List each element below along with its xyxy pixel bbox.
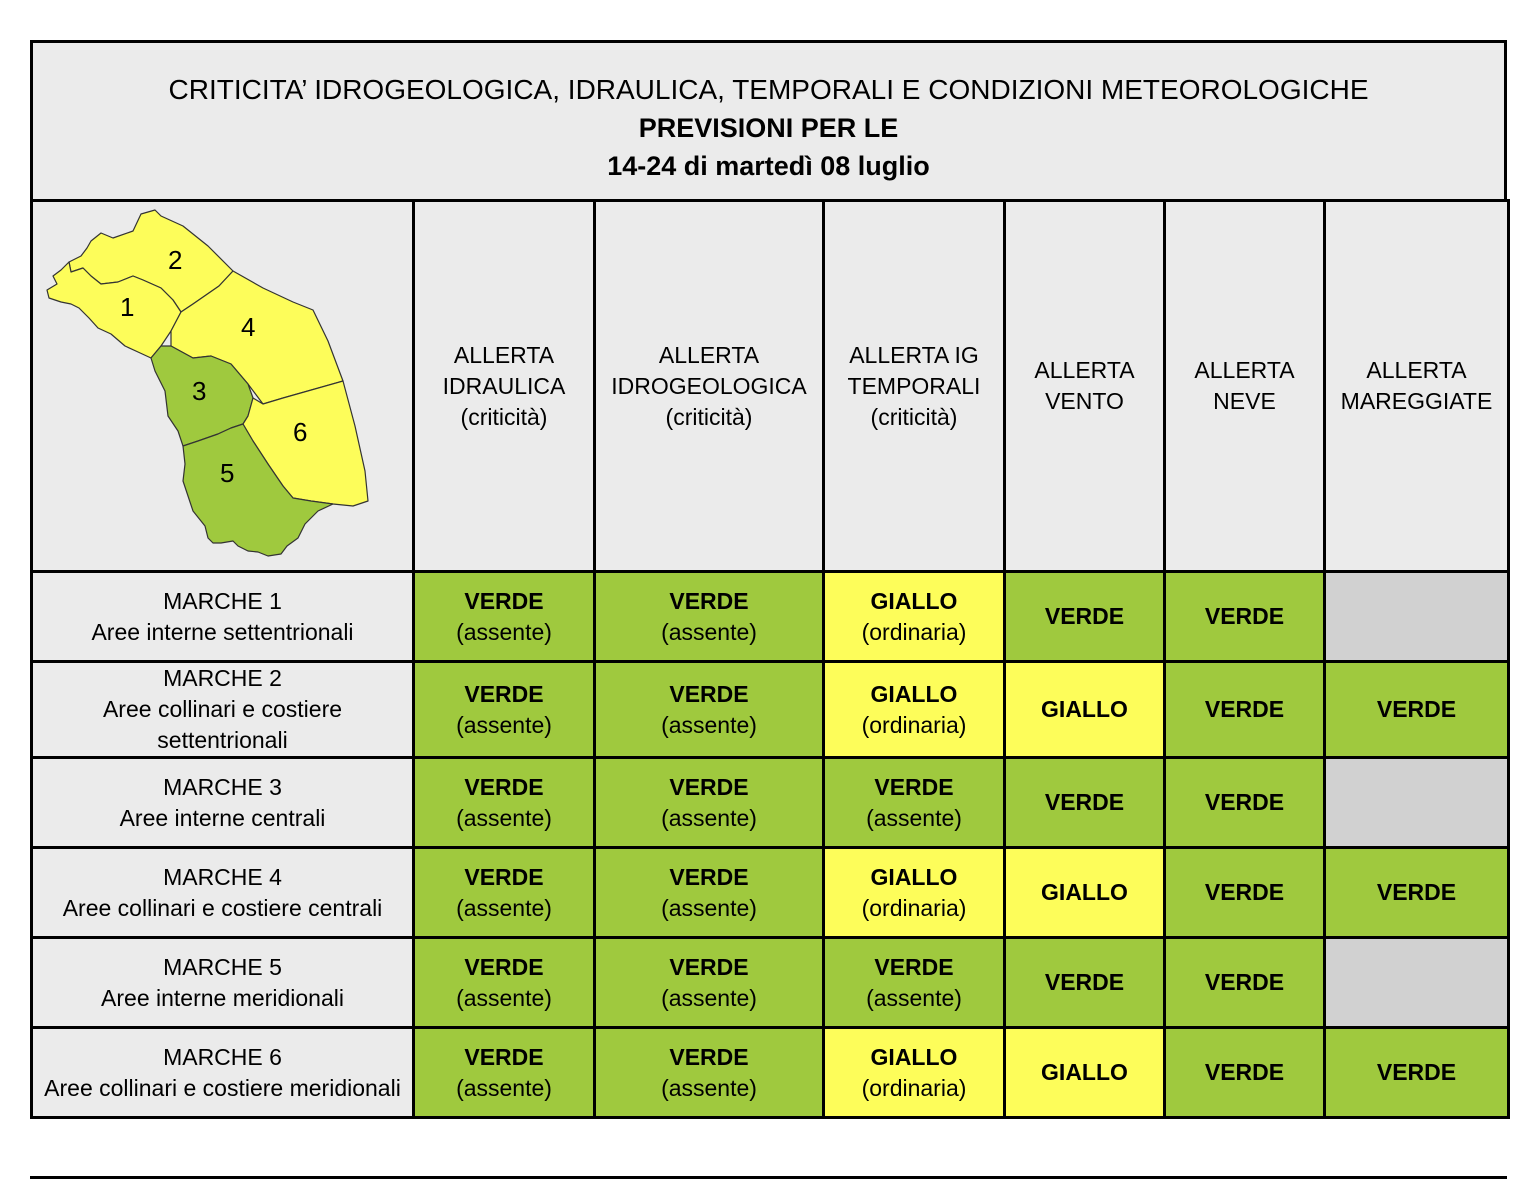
alert-level: VERDE — [1376, 879, 1457, 905]
alert-level: VERDE — [464, 953, 544, 980]
zone-name: MARCHE 1 — [163, 587, 282, 614]
criticality-level: (ordinaria) — [861, 894, 967, 921]
alert-level: VERDE — [1044, 603, 1125, 629]
alert-level: VERDE — [669, 773, 749, 800]
alert-level: VERDE — [874, 773, 954, 800]
alert-cell-vento — [1005, 572, 1165, 662]
alert-cell-temporali — [824, 848, 1005, 938]
alert-cell-mareggiate — [1325, 758, 1509, 848]
criticality-level: (assente) — [661, 984, 757, 1011]
alert-cell-idraulica — [414, 1028, 595, 1118]
alert-level: VERDE — [669, 863, 749, 890]
alert-cell-mareggiate — [1325, 848, 1509, 938]
alert-cell-temporali — [824, 572, 1005, 662]
alert-level: GIALLO — [1041, 696, 1128, 722]
map-label-4: 4 — [241, 312, 256, 342]
alert-level: VERDE — [669, 953, 749, 980]
table-row — [32, 938, 1509, 1028]
col-header-temporali: ALLERTA IG TEMPORALI (criticità) — [824, 201, 1005, 572]
col-header-neve: ALLERTA NEVE — [1165, 201, 1325, 572]
alert-cell-idrogeologica — [595, 848, 824, 938]
alert-cell-idraulica — [414, 758, 595, 848]
map-label-2: 2 — [168, 245, 183, 275]
alert-level: VERDE — [1376, 696, 1457, 722]
alert-level: GIALLO — [870, 1043, 958, 1070]
alert-cell-mareggiate — [1325, 572, 1509, 662]
zone-name: MARCHE 3 — [163, 773, 282, 800]
alert-level: VERDE — [1376, 1059, 1457, 1085]
table-header-row — [32, 201, 1509, 572]
map-label-5: 5 — [220, 458, 235, 488]
alert-cell-vento — [1005, 1028, 1165, 1118]
alert-level: VERDE — [1204, 969, 1285, 995]
zone-cell — [32, 662, 414, 758]
col-header-idrogeologica: ALLERTA IDROGEOLOGICA (criticità) — [595, 201, 824, 572]
zone-name: MARCHE 2 — [163, 665, 282, 691]
criticality-level: (assente) — [661, 711, 757, 738]
alert-cell-idraulica — [414, 938, 595, 1028]
alert-cell-idrogeologica — [595, 662, 824, 758]
alert-cell-mareggiate — [1325, 1028, 1509, 1118]
criticality-level: (assente) — [456, 804, 552, 831]
alert-level: GIALLO — [870, 863, 958, 890]
alert-cell-vento — [1005, 662, 1165, 758]
alert-level: VERDE — [1204, 1059, 1285, 1085]
alert-level: VERDE — [669, 680, 749, 707]
zone-cell — [32, 1028, 414, 1118]
zone-description: Aree collinari e costiere centrali — [62, 894, 383, 921]
table-row — [32, 1028, 1509, 1118]
alert-cell-temporali — [824, 1028, 1005, 1118]
alert-level: VERDE — [1044, 969, 1125, 995]
zone-cell — [32, 938, 414, 1028]
alert-level: VERDE — [669, 1043, 749, 1070]
alert-cell-idraulica — [414, 572, 595, 662]
criticality-level: (ordinaria) — [861, 618, 967, 645]
table-row — [32, 572, 1509, 662]
alert-cell-neve — [1165, 938, 1325, 1028]
alert-cell-idraulica — [414, 662, 595, 758]
criticality-level: (assente) — [661, 894, 757, 921]
col-header-mareggiate: ALLERTA MAREGGIATE — [1325, 201, 1509, 572]
zone-name: MARCHE 5 — [163, 953, 282, 980]
criticality-level: (assente) — [866, 804, 962, 831]
alert-cell-vento — [1005, 758, 1165, 848]
criticality-level: (assente) — [661, 618, 757, 645]
alert-cell-temporali — [824, 758, 1005, 848]
alert-cell-neve — [1165, 758, 1325, 848]
alert-level: VERDE — [1204, 696, 1285, 722]
zone-cell — [32, 572, 414, 662]
alert-level: VERDE — [464, 773, 544, 800]
alert-level: VERDE — [464, 680, 544, 707]
alert-table — [30, 199, 1510, 1119]
alert-cell-idrogeologica — [595, 572, 824, 662]
bulletin-header — [30, 40, 1507, 202]
table-row — [32, 848, 1509, 938]
alert-cell-neve — [1165, 848, 1325, 938]
forecast-label: PREVISIONI PER LE — [638, 113, 899, 143]
alert-cell-idraulica — [414, 848, 595, 938]
zone-map-cell — [32, 201, 414, 572]
alert-cell-vento — [1005, 848, 1165, 938]
alert-cell-temporali — [824, 662, 1005, 758]
alert-level: VERDE — [1204, 789, 1285, 815]
zone-name: MARCHE 6 — [163, 1043, 282, 1070]
alert-level: VERDE — [669, 587, 749, 614]
alert-level: GIALLO — [1041, 879, 1128, 905]
zone-description: Aree interne centrali — [119, 804, 326, 831]
alert-bulletin — [30, 40, 1507, 1101]
col-header-vento: ALLERTA VENTO — [1005, 201, 1165, 572]
criticality-level: (assente) — [661, 804, 757, 831]
col-header-idraulica: ALLERTA IDRAULICA (criticità) — [414, 201, 595, 572]
alert-cell-idrogeologica — [595, 1028, 824, 1118]
alert-level: VERDE — [464, 863, 544, 890]
criticality-level: (assente) — [866, 984, 962, 1011]
alert-level: VERDE — [1044, 789, 1125, 815]
alert-level: VERDE — [1204, 879, 1285, 905]
criticality-level: (assente) — [456, 894, 552, 921]
map-label-6: 6 — [293, 417, 308, 447]
criticality-level: (assente) — [456, 711, 552, 738]
alert-level: GIALLO — [1041, 1059, 1128, 1085]
alert-cell-idrogeologica — [595, 938, 824, 1028]
alert-level: GIALLO — [870, 680, 958, 707]
zone-name: MARCHE 4 — [163, 863, 282, 890]
table-row — [32, 662, 1509, 758]
table-row — [32, 758, 1509, 848]
alert-cell-mareggiate — [1325, 938, 1509, 1028]
criticality-level: (assente) — [661, 1074, 757, 1101]
alert-cell-neve — [1165, 662, 1325, 758]
criticality-level: (assente) — [456, 984, 552, 1011]
alert-cell-neve — [1165, 1028, 1325, 1118]
alert-cell-neve — [1165, 572, 1325, 662]
zone-cell — [32, 758, 414, 848]
zone-cell — [32, 848, 414, 938]
map-label-3: 3 — [192, 376, 207, 406]
zone-description: Aree interne meridionali — [101, 984, 344, 1011]
zone-description: Aree interne settentrionali — [91, 618, 354, 645]
alert-cell-mareggiate — [1325, 662, 1509, 758]
criticality-level: (assente) — [456, 1074, 552, 1101]
alert-cell-vento — [1005, 938, 1165, 1028]
alert-level: GIALLO — [870, 587, 958, 614]
next-section-border — [30, 1176, 1507, 1179]
zone-description: Aree collinari e costiere settentrionali — [102, 696, 343, 753]
criticality-level: (assente) — [456, 618, 552, 645]
alert-level: VERDE — [1204, 603, 1285, 629]
alert-cell-temporali — [824, 938, 1005, 1028]
alert-level: VERDE — [464, 1043, 544, 1070]
criticality-level: (ordinaria) — [861, 1074, 967, 1101]
criticality-level: (ordinaria) — [861, 711, 967, 738]
forecast-period: 14-24 di martedì 08 luglio — [607, 151, 930, 181]
map-label-1: 1 — [120, 292, 135, 322]
alert-cell-idrogeologica — [595, 758, 824, 848]
marche-zones-map — [43, 206, 373, 561]
alert-level: VERDE — [464, 587, 544, 614]
alert-level: VERDE — [874, 953, 954, 980]
zone-description: Aree collinari e costiere meridionali — [44, 1074, 401, 1101]
bulletin-title: CRITICITA’ IDROGEOLOGICA, IDRAULICA, TEMPORALI E CONDIZIONI METEOROLOGICHE — [168, 74, 1369, 105]
